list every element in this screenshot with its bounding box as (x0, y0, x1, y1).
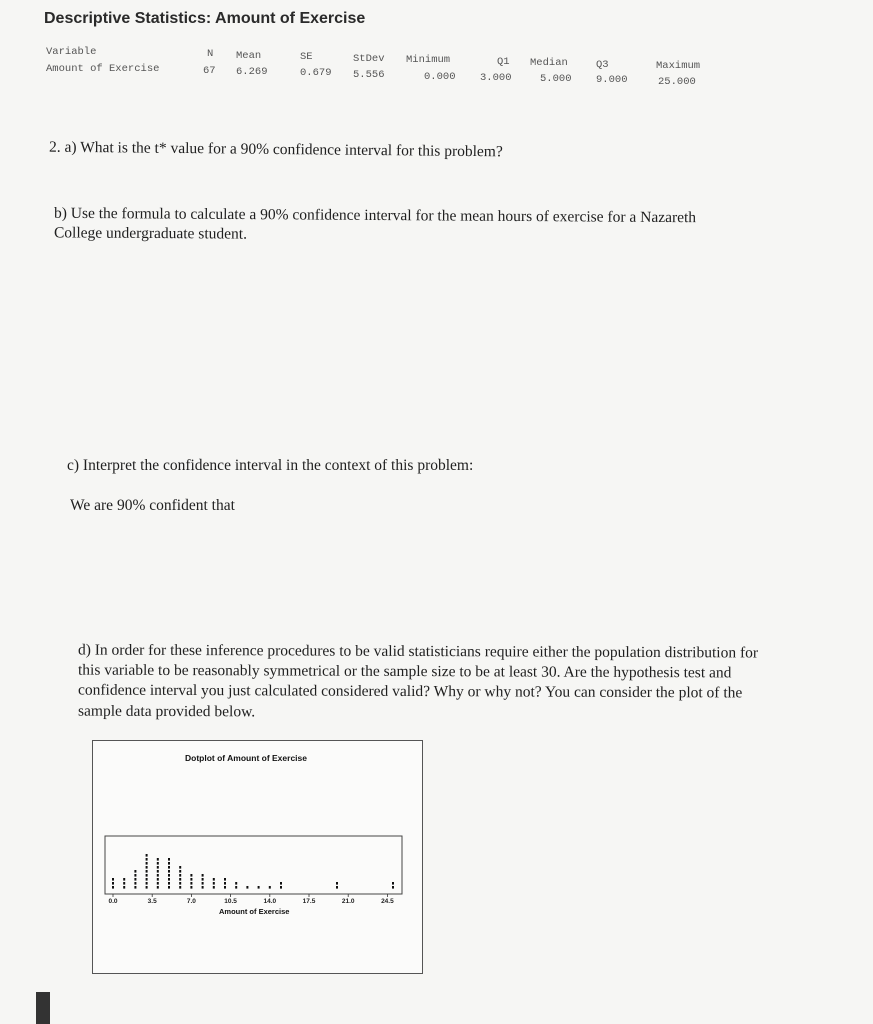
data-dot (112, 886, 114, 889)
data-dot (258, 886, 260, 889)
data-dot (202, 886, 204, 889)
col-header-minimum: Minimum (406, 54, 451, 66)
col-header-maximum: Maximum (656, 60, 701, 72)
question-2d-line4: sample data provided below. (77, 702, 256, 721)
data-dot (157, 874, 159, 877)
col-header-median: Median (530, 57, 568, 69)
cell-q1: 3.000 (480, 72, 512, 84)
cell-n: 67 (203, 65, 216, 77)
col-header-se: SE (300, 51, 313, 63)
data-dot (157, 886, 159, 889)
data-dot (224, 878, 226, 881)
data-dot (112, 878, 114, 881)
data-dot (168, 882, 170, 885)
dotplot-chart (93, 741, 422, 973)
data-dot (179, 878, 181, 881)
data-dot (336, 886, 338, 889)
data-dot (146, 858, 148, 861)
data-dot (134, 886, 136, 889)
data-dot (146, 874, 148, 877)
data-dot (336, 882, 338, 885)
data-dot (168, 866, 170, 869)
question-2b-line2: College undergraduate student. (53, 224, 248, 243)
data-dot (179, 874, 181, 877)
col-header-stdev: StDev (353, 53, 385, 65)
data-dot (235, 882, 237, 885)
col-header-q1: Q1 (497, 56, 510, 68)
data-dot (269, 886, 271, 889)
data-dot (146, 886, 148, 889)
data-dot (202, 878, 204, 881)
data-dot (123, 886, 125, 889)
col-header-q3: Q3 (596, 59, 609, 71)
data-dot (168, 874, 170, 877)
x-tick-label: 24.5 (381, 898, 394, 905)
data-dot (246, 886, 248, 889)
data-dot (123, 878, 125, 881)
data-dot (190, 878, 192, 881)
data-dot (202, 882, 204, 885)
x-tick-label: 17.5 (302, 898, 316, 905)
dotplot-figure (92, 740, 423, 974)
data-dot (235, 886, 237, 889)
cell-q3: 9.000 (596, 74, 628, 86)
col-header-n: N (207, 48, 214, 60)
data-dot (213, 882, 215, 885)
x-tick-label: 3.5 (147, 898, 157, 905)
data-dot (134, 870, 136, 873)
data-dot (157, 858, 159, 861)
data-dot (179, 886, 181, 889)
data-dot (112, 882, 114, 885)
data-dot (157, 862, 159, 865)
data-dot (179, 866, 181, 869)
data-dot (157, 882, 159, 885)
col-header-mean: Mean (236, 50, 262, 62)
page-title: Descriptive Statistics: Amount of Exercise (44, 10, 366, 27)
data-dot (168, 878, 170, 881)
data-dot (146, 870, 148, 873)
data-dot (179, 882, 181, 885)
data-dot (146, 854, 148, 857)
question-2c-answer-stem: We are 90% confident that (70, 497, 235, 514)
data-dot (168, 862, 170, 865)
data-dot (280, 886, 282, 889)
question-2d-line3: confidence interval you just calculated considered valid? Why or why not? You can consider the plot of the (77, 681, 743, 702)
data-dot (146, 862, 148, 865)
x-tick-label: 7.0 (186, 898, 196, 905)
plot-area-frame (105, 836, 402, 894)
cell-stdev: 5.556 (353, 69, 385, 81)
data-dot (168, 886, 170, 889)
data-dot (179, 870, 181, 873)
cell-variable: Amount of Exercise (46, 63, 160, 75)
data-dot (392, 882, 394, 885)
cell-se: 0.679 (300, 67, 332, 79)
col-header-variable: Variable (46, 46, 97, 58)
data-dot (224, 882, 226, 885)
question-2c: c) Interpret the confidence interval in the context of this problem: (67, 457, 474, 474)
data-dot (202, 874, 204, 877)
question-2d-line2: this variable to be reasonably symmetrical or the sample size to be at least 30. Are the hypothesis test and (77, 661, 732, 682)
cell-mean: 6.269 (236, 66, 268, 78)
data-dot (134, 878, 136, 881)
data-dot (280, 882, 282, 885)
data-dot (190, 874, 192, 877)
cell-minimum: 0.000 (424, 71, 456, 83)
x-tick-label: 0.0 (108, 898, 118, 905)
data-dot (190, 886, 192, 889)
data-dot (157, 870, 159, 873)
data-dot (146, 878, 148, 881)
scan-edge-mark (36, 992, 50, 1024)
data-dot (213, 878, 215, 881)
data-dot (213, 886, 215, 889)
data-dot (392, 886, 394, 889)
data-dot (134, 874, 136, 877)
data-dot (190, 882, 192, 885)
cell-median: 5.000 (540, 73, 572, 85)
x-tick-label: 21.0 (341, 898, 355, 905)
data-dot (134, 882, 136, 885)
data-dot (146, 882, 148, 885)
data-dot (168, 870, 170, 873)
data-dot (168, 858, 170, 861)
data-dot (224, 886, 226, 889)
cell-maximum: 25.000 (658, 76, 696, 88)
data-dot (146, 866, 148, 869)
data-dot (157, 878, 159, 881)
question-2a: 2. a) What is the t* value for a 90% confidence interval for this problem? (48, 138, 503, 161)
data-dot (123, 882, 125, 885)
question-2d-line1: d) In order for these inference procedures to be valid statisticians require either the population distribution for (77, 641, 759, 662)
data-dot (157, 866, 159, 869)
x-tick-label: 14.0 (263, 898, 277, 905)
dotplot-title: Dotplot of Amount of Exercise (185, 753, 307, 763)
x-tick-label: 10.5 (224, 898, 237, 905)
dot-group (112, 854, 394, 889)
question-2b-line1: b) Use the formula to calculate a 90% confidence interval for the mean hours of exercise for a Nazareth (53, 204, 697, 227)
x-axis-label: Amount of Exercise (219, 907, 290, 916)
